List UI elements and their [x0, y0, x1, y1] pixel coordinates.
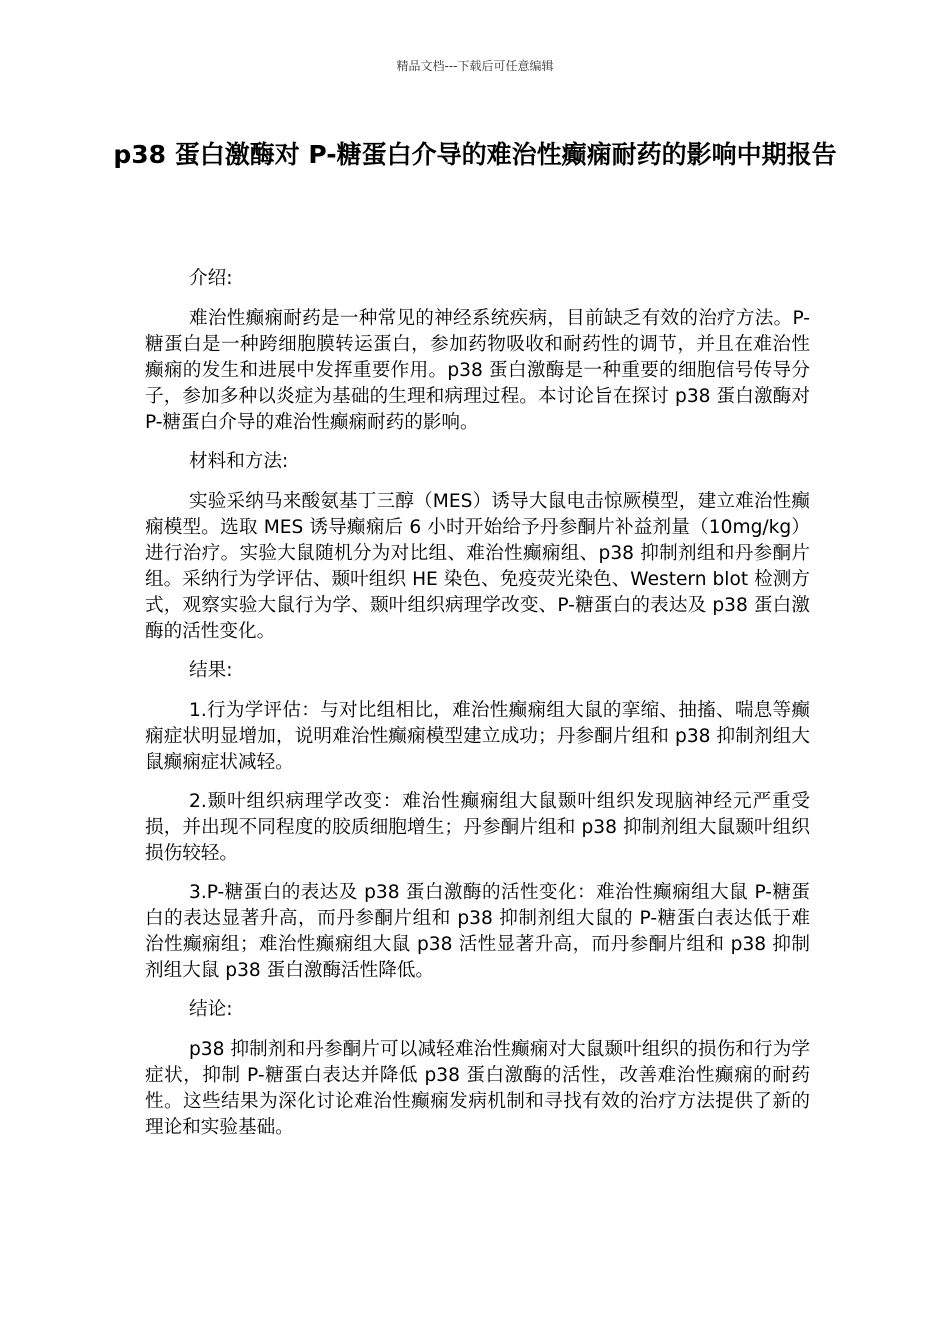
conclusion-heading: 结论:	[189, 999, 233, 1020]
page-header: 精品文档---下载后可任意编辑	[396, 59, 554, 73]
methods-paragraph: 实验采纳马来酸氨基丁三醇（MES）诱导大鼠电击惊厥模型，建立难治性癫痫模型。选取 MES 诱导癫痫后 6 小时开始给予丹参酮片补益剂量（10mg/kg）进行治疗。实验大鼠随机分为对比组、难治性癫痫组、p38 抑制剂组和丹参酮片组。采纳行为学评估、颞叶组织 HE 染色、免疫荧光染色、Western blot 检测方式，观察实验大鼠行为学、颞叶组织病理学改变、P-糖蛋白的表达及 p38 蛋白激酶的活性变化。	[145, 491, 810, 642]
intro-paragraph: 难治性癫痫耐药是一种常见的神经系统疾病，目前缺乏有效的治疗方法。P-糖蛋白是一种跨细胞膜转运蛋白，参加药物吸收和耐药性的调节，并且在难治性癫痫的发生和进展中发挥重要作用。p38 蛋白激酶是一种重要的细胞信号传导分子，参加多种以炎症为基础的生理和病理过程。本讨论旨在探讨 p38 蛋白激酶对 P-糖蛋白介导的难治性癫痫耐药的影响。	[145, 308, 810, 433]
result-paragraph-1: 1.行为学评估：与对比组相比，难治性癫痫组大鼠的挛缩、抽搐、喘息等癫痫症状明显增加，说明难治性癫痫模型建立成功；丹参酮片组和 p38 抑制剂组大鼠癫痫症状减轻。	[145, 700, 810, 773]
result-paragraph-3: 3.P-糖蛋白的表达及 p38 蛋白激酶的活性变化：难治性癫痫组大鼠 P-糖蛋白的表达显著升高，而丹参酮片组和 p38 抑制剂组大鼠的 P-糖蛋白表达低于难治性癫痫组；难治性癫痫组大鼠 p38 活性显著升高，而丹参酮片组和 p38 抑制剂组大鼠 p38 蛋白激酶活性降低。	[145, 882, 810, 981]
intro-heading: 介绍:	[189, 268, 233, 289]
document-body	[145, 266, 810, 1154]
result-paragraph-2: 2.颞叶组织病理学改变：难治性癫痫组大鼠颞叶组织发现脑神经元严重受损，并出现不同程度的胶质细胞增生；丹参酮片组和 p38 抑制剂组大鼠颞叶组织损伤较轻。	[145, 791, 810, 864]
methods-heading: 材料和方法:	[189, 451, 289, 472]
results-heading: 结果:	[189, 660, 233, 681]
document-title: p38 蛋白激酶对 P-糖蛋白介导的难治性癫痫耐药的影响中期报告	[113, 140, 837, 169]
conclusion-paragraph: p38 抑制剂和丹参酮片可以减轻难治性癫痫对大鼠颞叶组织的损伤和行为学症状，抑制 P-糖蛋白表达并降低 p38 蛋白激酶的活性，改善难治性癫痫的耐药性。这些结果为深化讨论难治性癫痫发病机制和寻找有效的治疗方法提供了新的理论和实验基础。	[145, 1039, 810, 1138]
